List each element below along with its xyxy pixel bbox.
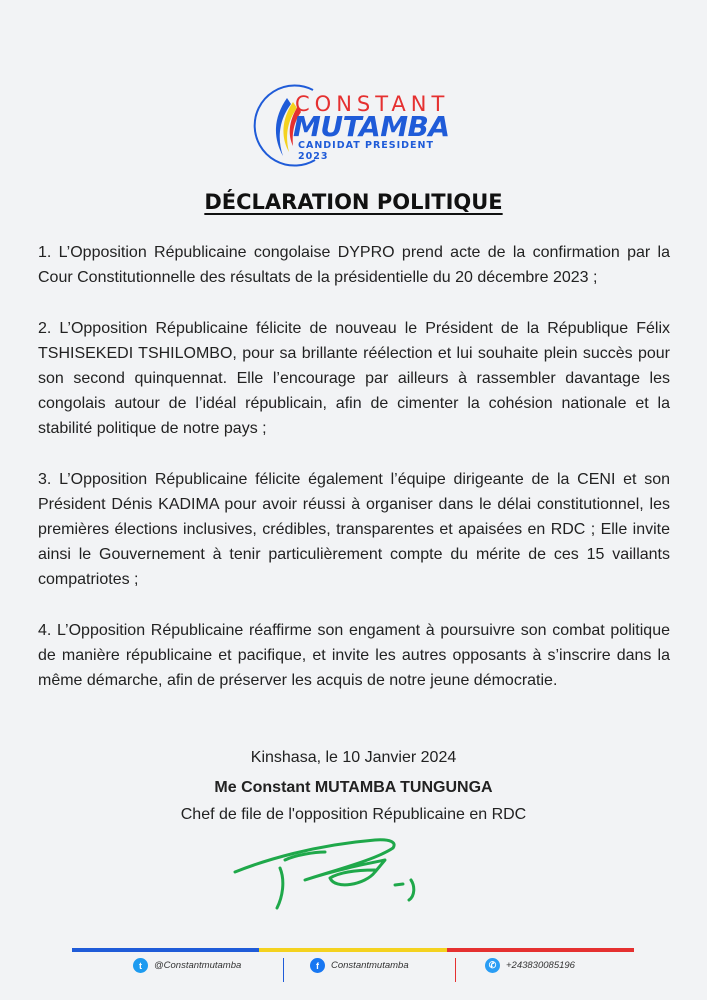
handwritten-signature (225, 830, 435, 910)
paragraph-3: 3. L’Opposition Républicaine félicite également l’équipe dirigeante de la CENI et son Président Dénis KADIMA pour avoir réussi à organiser dans le délai constitutionnel, les premières élections inclusives, crédibles, transparentes et apaisées en RDC ; Elle invite ainsi le Gouvernement à tenir particulièrement compte du mérite de ces 15 vaillants compatriotes ; (38, 471, 670, 588)
paragraph-2: 2. L’Opposition Républicaine félicite de nouveau le Président de la République Félix TSHISEKEDI TSHILOMBO, pour sa brillante réélection et lui souhaite plein succès pour son second quinquennat. Elle l’encourage par ailleurs à rassembler davantage les congolais autour de l’idéal républicain, afin de cimenter la cohésion nationale et la stabilité politique de notre pays ; (38, 320, 670, 437)
footer-divider (283, 958, 284, 982)
declaration-title: DÉCLARATION POLITIQUE (204, 190, 503, 214)
twitter-handle[interactable] (133, 958, 241, 973)
flag-stripe (72, 948, 634, 952)
facebook-text: Constantmutamba (331, 960, 409, 971)
whatsapp-icon: ✆ (485, 958, 500, 973)
footer-divider (455, 958, 456, 982)
logo-name-first: CONSTANT (295, 92, 450, 116)
facebook-handle[interactable] (310, 958, 409, 973)
twitter-icon: t (133, 958, 148, 973)
signer-role: Chef de file de l'opposition Républicaine en RDC (180, 806, 527, 823)
logo-name-last: MUTAMBA (293, 110, 450, 143)
twitter-text: @Constantmutamba (154, 960, 242, 971)
paragraph-1: 1. L’Opposition Républicaine congolaise DYPRO prend acte de la confirmation par la Cour Constitutionnelle des résultats de la présidentielle du 20 décembre 2023 ; (38, 244, 670, 286)
logo-tagline: CANDIDAT PRESIDENT 2023 (298, 140, 434, 162)
paragraph-4: 4. L’Opposition Républicaine réaffirme son engament à poursuivre son combat politique de manière républicaine et pacifique, et invite les autres opposants à s’inscrire dans la même démarche, afin de préserver les acquis de notre jeune démocratie. (38, 622, 670, 689)
whatsapp-contact[interactable] (485, 958, 575, 973)
place-date: Kinshasa, le 10 Janvier 2024 (250, 749, 457, 766)
campaign-logo (243, 80, 463, 170)
facebook-icon: f (310, 958, 325, 973)
footer (0, 958, 707, 982)
signer-name: Me Constant MUTAMBA TUNGUNGA (214, 779, 493, 796)
declaration-body (38, 240, 670, 719)
whatsapp-text: +243830085196 (506, 960, 575, 971)
